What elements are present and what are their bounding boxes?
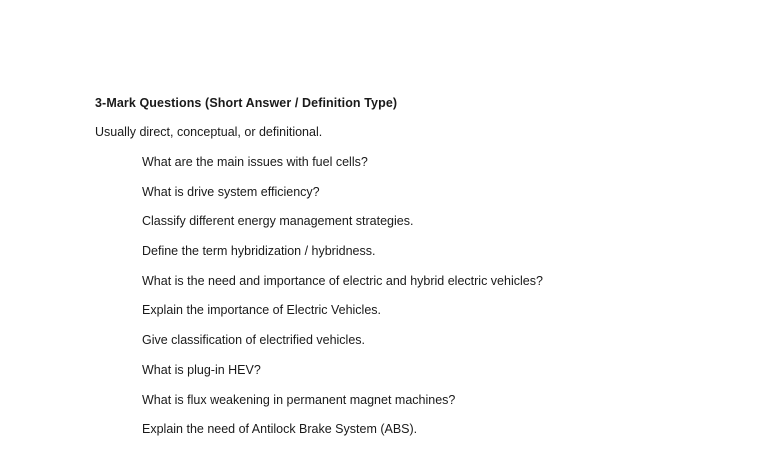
- list-item-text: Explain the importance of Electric Vehicles.: [142, 303, 382, 318]
- list-item-text: What is flux weakening in permanent magnet machines?: [142, 392, 456, 407]
- list-item-text: Define the term hybridization / hybridness.: [142, 244, 376, 259]
- list-item-text: Classify different energy management strategies.: [142, 214, 414, 229]
- list-item-text: What is drive system efficiency?: [142, 184, 320, 199]
- list-item-text: What is the need and importance of electric and hybrid electric vehicles?: [142, 273, 543, 288]
- list-item-text: Explain the need of Antilock Brake System (ABS).: [142, 422, 418, 437]
- list-item-text: Give classification of electrified vehicles.: [142, 333, 366, 348]
- section-heading: 3-Mark Questions (Short Answer / Definition Type): [95, 96, 398, 110]
- section-intro: Usually direct, conceptual, or definitional.: [95, 125, 323, 139]
- list-item-text: What is plug-in HEV?: [142, 362, 261, 377]
- list-item-text: What are the main issues with fuel cells?: [142, 155, 368, 169]
